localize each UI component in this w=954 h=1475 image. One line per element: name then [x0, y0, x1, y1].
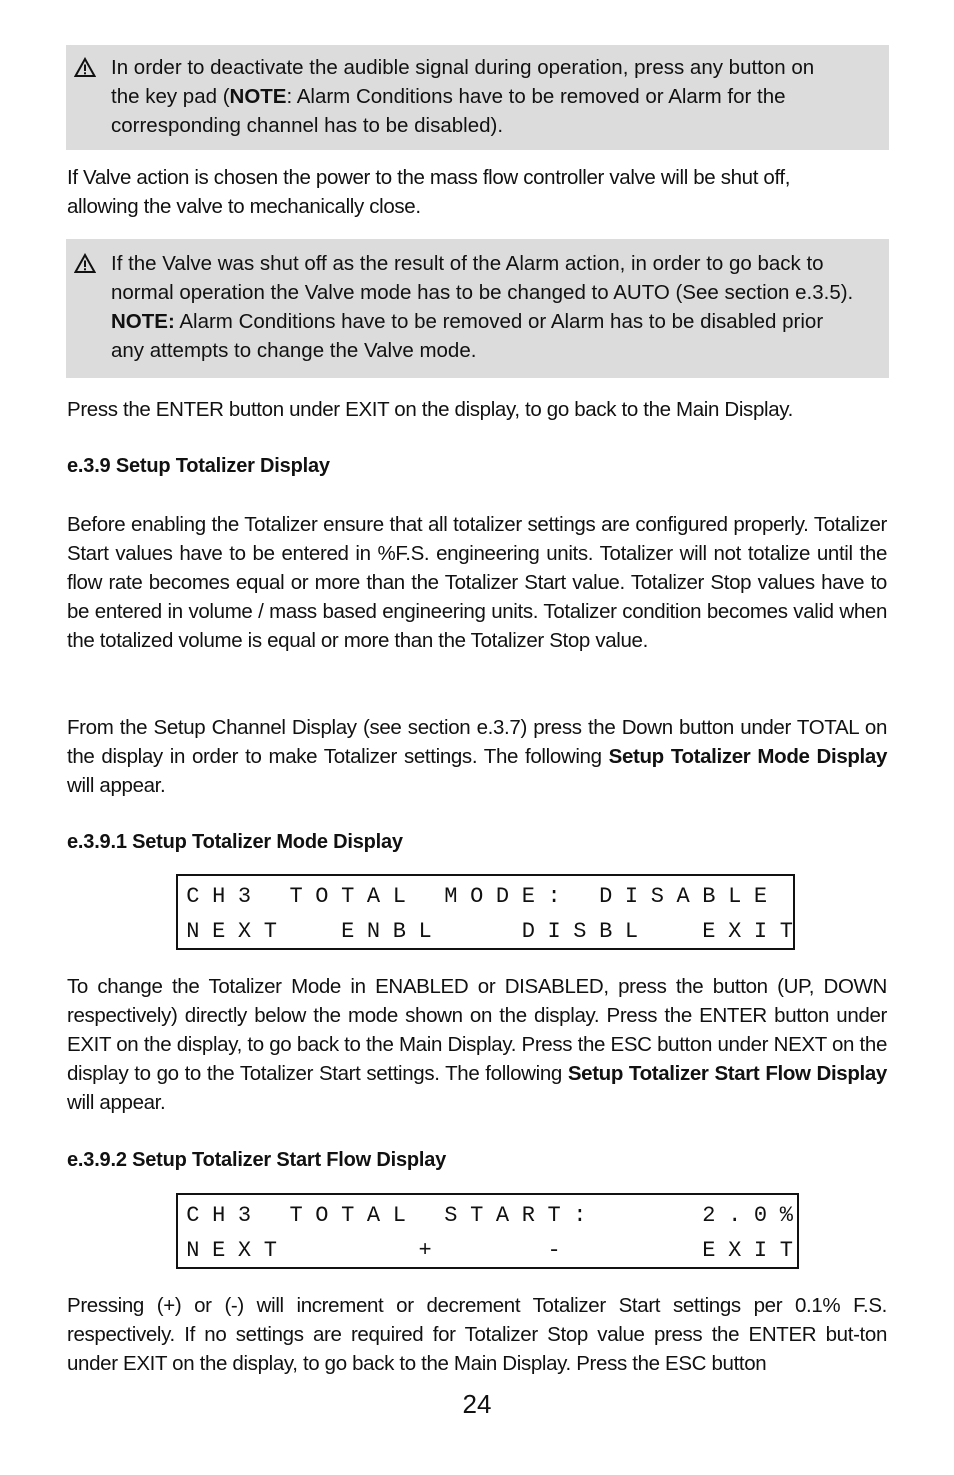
lcd-char: :	[573, 1203, 587, 1228]
lcd-char: D	[521, 919, 535, 944]
lcd-char: I	[753, 919, 768, 944]
lcd-char: N	[186, 1238, 200, 1263]
lcd-char: %	[779, 1203, 793, 1228]
lcd-char: X	[237, 1238, 252, 1263]
lcd-char: S	[650, 884, 664, 909]
lcd-char: A	[366, 1203, 381, 1228]
lcd-char: I	[547, 919, 561, 944]
lcd-char: X	[237, 919, 252, 944]
lcd-char: 0	[753, 1203, 768, 1228]
lcd-char: T	[779, 919, 793, 944]
note-box-valve-shutoff	[66, 239, 889, 378]
lcd-char: B	[702, 884, 716, 909]
lcd-char: A	[495, 1203, 510, 1228]
lcd-char: L	[392, 1203, 406, 1228]
paragraph-press-enter: Press the ENTER button under EXIT on the display, to go back to the Main Display.	[67, 398, 793, 421]
lcd-char: L	[392, 884, 406, 909]
bold-text: Setup Totalizer Start Flow Display	[567, 1062, 887, 1085]
lcd-char: .	[728, 1203, 742, 1228]
lcd-char: T	[263, 919, 277, 944]
heading-e3-9: e.3.9 Setup Totalizer Display	[67, 455, 330, 477]
lcd-char: 3	[237, 884, 252, 909]
lcd-char: L	[418, 919, 432, 944]
lcd-char: A	[366, 884, 381, 909]
warning-triangle-icon	[74, 253, 96, 275]
lcd-char: C	[186, 1203, 200, 1228]
lcd-char: T	[289, 884, 303, 909]
lcd-line-1	[180, 881, 791, 913]
bold-text: Setup Totalizer Mode Display	[608, 745, 887, 768]
lcd-char: L	[728, 884, 742, 909]
note-box-audible-signal	[66, 45, 889, 150]
lcd-char: O	[315, 884, 329, 909]
lcd-char: X	[728, 1238, 742, 1263]
lcd-char: E	[212, 1238, 226, 1263]
lcd-char: R	[521, 1203, 535, 1228]
lcd-char: X	[728, 919, 742, 944]
paragraph-valve-action: If Valve action is chosen the power to the mass flow controller valve will be shut off, allowing the valve to mechanically close.	[67, 166, 791, 218]
lcd-char: I	[753, 1238, 768, 1263]
lcd-char: L	[624, 919, 639, 944]
lcd-char: E	[702, 919, 716, 944]
lcd-char: H	[212, 1203, 226, 1228]
lcd-line-1	[180, 1200, 795, 1232]
lcd-char: T	[341, 884, 355, 909]
lcd-char: :	[547, 884, 561, 909]
lcd-char: T	[289, 1203, 303, 1228]
lcd-char: N	[186, 919, 200, 944]
lcd-char: E	[521, 884, 535, 909]
lcd-char: T	[470, 1203, 484, 1228]
paragraph-from-setup: From the Setup Channel Display (see section e.3.7) press the Down button under TOTAL on the display in order to make Totalizer settings. The following Setup Totalizer Mode Display will appear.	[67, 716, 887, 797]
lcd-char: S	[444, 1203, 458, 1228]
lcd-line-2	[180, 1235, 795, 1267]
lcd-char: 2	[702, 1203, 716, 1228]
heading-e3-9-1: e.3.9.1 Setup Totalizer Mode Display	[67, 831, 403, 853]
lcd-start-display	[176, 1193, 799, 1269]
lcd-char: T	[547, 1203, 561, 1228]
lcd-char: T	[263, 1238, 277, 1263]
paragraph-before-enabling: Before enabling the Totalizer ensure that all totalizer settings are configured properly. Totalizer Start values have to be entered in %F.S. engineering units. Totalizer will not totalize until the flow rate becomes equal or more than the Totalizer Start value. Totalizer Stop values have to be entered in volume / mass based engineering units. Totalizer condition becomes valid when the totalized volume is equal or more than the Totalizer Stop value.	[67, 513, 887, 652]
lcd-char: +	[418, 1238, 432, 1263]
lcd-char: E	[753, 884, 768, 909]
lcd-char: S	[573, 919, 587, 944]
paragraph-to-change: To change the Totalizer Mode in ENABLED or DISABLED, press the button (UP, DOWN respectively) directly below the mode shown on the display. Press the ENTER button under EXIT on the display, to go back to the Main Display. Press the ESC button under NEXT on the display to go to the Totalizer Start settings. The following Setup Totalizer Start Flow Display will appear.	[67, 975, 887, 1114]
lcd-char: E	[212, 919, 226, 944]
page-number: 24	[462, 1389, 492, 1419]
lcd-char: -	[547, 1238, 561, 1263]
lcd-char: C	[186, 884, 200, 909]
lcd-char: A	[676, 884, 690, 909]
bold-text: NOTE	[229, 85, 287, 108]
bold-text: NOTE:	[111, 310, 175, 333]
heading-e3-9-2: e.3.9.2 Setup Totalizer Start Flow Display	[67, 1149, 447, 1171]
lcd-char: O	[315, 1203, 329, 1228]
lcd-char: M	[444, 884, 458, 909]
lcd-char: H	[212, 884, 226, 909]
lcd-char: B	[392, 919, 406, 944]
lcd-mode-display	[176, 874, 795, 950]
lcd-char: T	[341, 1203, 355, 1228]
note-text: In order to deactivate the audible signal during operation, press any button on the key pad (NOTE: Alarm Conditions have to be removed or Alarm for the corresponding channel has to be disabled).	[111, 56, 815, 137]
lcd-char: O	[470, 884, 484, 909]
paragraph-pressing: Pressing (+) or (-) will increment or decrement Totalizer Start settings per 0.1% F.S. respectively. If no settings are required for Totalizer Stop value press the ENTER but-ton under EXIT on the display, to go back to the Main Display. Press the ESC button	[67, 1294, 887, 1375]
lcd-char: E	[702, 1238, 716, 1263]
note-text: If the Valve was shut off as the result of the Alarm action, in order to go back to normal operation the Valve mode has to be changed to AUTO (See section e.3.5). NOTE: Alarm Conditions have to be removed or Alarm has to be disabled prior any attempts to change the Valve mode.	[111, 252, 854, 362]
lcd-line-2	[180, 916, 791, 948]
lcd-char: B	[599, 919, 613, 944]
lcd-char: E	[341, 919, 355, 944]
lcd-char: I	[624, 884, 639, 909]
lcd-char: D	[495, 884, 510, 909]
lcd-char: 3	[237, 1203, 252, 1228]
lcd-char: N	[366, 919, 381, 944]
lcd-char: T	[779, 1238, 793, 1263]
lcd-char: D	[599, 884, 613, 909]
warning-triangle-icon	[74, 57, 96, 79]
